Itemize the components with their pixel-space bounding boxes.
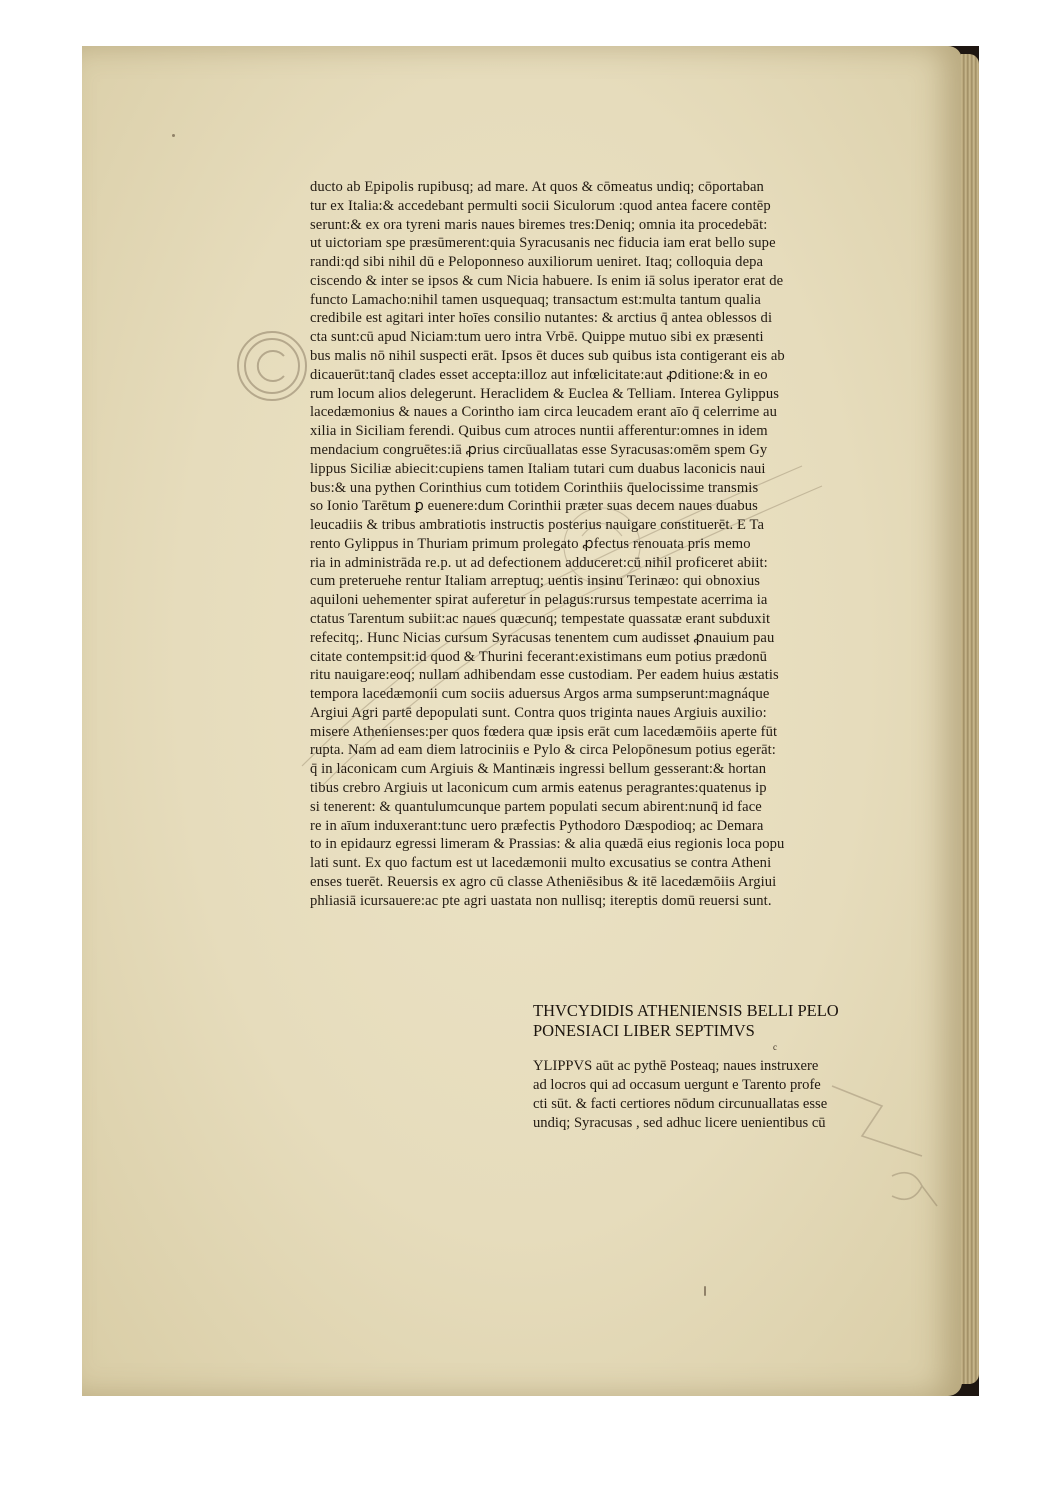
text-line: Argiui Agri partē depopulati sunt. Contra quos triginta naues Argiuis auxilio:	[310, 704, 767, 721]
text-line: tibus crebro Argiuis ut laconicum cum armis eatenus peragrantes:quatenus ip	[310, 780, 767, 796]
paper-speck	[704, 1286, 706, 1296]
paper-speck	[172, 134, 175, 137]
main-text-block	[310, 178, 950, 910]
text-line: ritu nauigare:eoq; nullam adhibendam esse custodiam. Per eadem huius æstatis	[310, 667, 779, 684]
text-line: credibile est agitari inter hoīes consilio nutantes: & arctius q̄ antea oblessos di	[310, 310, 773, 327]
chapter-line: undiq; Syracusas , sed adhuc licere uenientibus cū	[533, 1115, 826, 1131]
text-line: lati sunt. Ex quo factum est ut lacedæmonii multo excusatius se contra Atheni	[310, 855, 772, 872]
chapter-opening	[533, 1057, 953, 1133]
text-line: ducto ab Epipolis rupibusq; ad mare. At quos & cōmeatus undiq; cōportaban	[310, 179, 764, 195]
book-heading	[533, 1001, 953, 1041]
text-line: bus malis nō nihil suspecti erāt. Ipsos ēt duces sub quibus ista contigerant eis ab	[310, 348, 785, 365]
text-line: rupta. Nam ad eam diem latrociniis e Pylo & circa Pelopōnesum potius egerāt:	[310, 742, 776, 759]
text-line: so Ionio Tarētum ꝑ euenere:dum Corinthii præter suas decem naues duabus	[310, 498, 758, 515]
text-line: serunt:& ex ora tyreni maris naues biremes tres:Deniq; omnia ita procedebāt:	[310, 216, 768, 233]
text-line: mendacium congruētes:iā ꝓrius circūuallatas esse Syracusas:omēm spem Gy	[310, 441, 768, 458]
text-line: refecitq;. Hunc Nicias cursum Syracusas tenentem cum audisset ꝓnauium pau	[310, 629, 775, 646]
text-line: tur ex Italia:& accedebant permulti socii Siculorum :quod antea facere contēp	[310, 197, 771, 214]
text-line: rum locum alios delegerunt. Heraclidem & Euclea & Telliam. Interea Gylippus	[310, 385, 780, 402]
heading-line: PONESIACI LIBER SEPTIMVS	[533, 1021, 755, 1040]
text-line: ria in administrāda re.p. ut ad defectionem adduceret:cū nihil proficeret abiit:	[310, 554, 768, 571]
text-line: ctatus Tarentum subiit:ac naues quæcunq; tempestate quassatæ erant subduxit	[310, 610, 771, 627]
heading-line: THVCYDIDIS ATHENIENSIS BELLI PELO	[533, 1001, 839, 1020]
text-line: lacedæmonius & naues a Corintho iam circa leucadem erant aīo q̄ celerrime au	[310, 404, 778, 421]
text-line: q̄ in laconicam cum Argiuis & Mantinæis ingressi bellum gesserant:& hortan	[310, 761, 767, 778]
text-line: ciscendo & inter se ipsos & cum Nicia habuere. Is enim iā solus iperator erat de	[310, 272, 784, 289]
text-line: phliasiā icursauere:ac pte agri uastata non nullisq; itereptis domū reuersi sunt.	[310, 892, 772, 909]
text-line: dicauerūt:tanq̄ clades esset accepta:illoz aut infœlicitate:aut ꝓditione:& in eo	[310, 366, 768, 383]
text-line: leucadiis & tribus ambratiotis instructis posterius nauigare constituerēt. E Ta	[310, 517, 765, 534]
page-scan	[82, 46, 979, 1396]
text-line: re in aīum induxerant:tunc uero præfectis Pythodoro Dæspodioq; ac Demara	[310, 817, 764, 834]
book-page	[82, 46, 962, 1396]
text-line: xilia in Siciliam ferendi. Quibus cum atroces nuntii afferentur:omnes in idem	[310, 423, 768, 440]
chapter-line: YLIPPVS aūt ac pythē Posteaq; naues instruxere	[533, 1058, 819, 1074]
text-line: lippus Siciliæ abiecit:cupiens tamen Italiam tutari cum duabus laconicis naui	[310, 460, 766, 477]
text-line: aquiloni uehementer spirat auferetur in pelagus:rursus tempestate acerrima ia	[310, 592, 768, 609]
text-line: functo Lamacho:nihil tamen usquequaq; transactum est:multa tantum qualia	[310, 291, 761, 308]
text-line: rento Gylippus in Thuriam primum prolegato ꝓfectus renouata pris memo	[310, 535, 751, 552]
text-line: si tenerent: & quantulumcunque partem populati secum abirent:nunq̄ id face	[310, 798, 762, 815]
text-line: enses tuerēt. Reuersis ex agro cū classe Atheniēsibus & itē lacedæmōiis Argiui	[310, 873, 777, 890]
text-line: misere Athenienses:per quos fœdera quæ ipsis erāt cum lacedæmōiis aperte fūt	[310, 723, 778, 740]
chapter-line: cti sūt. & facti certiores nōdum circunuallatas esse	[533, 1096, 828, 1112]
page-edges	[961, 54, 979, 1384]
chapter-line: ad locros qui ad occasum uergunt e Tarento profe	[533, 1077, 821, 1093]
copyright-stamp-icon	[232, 326, 312, 406]
text-line: ut uictoriam spe præsūmerent:quia Syracusanis nec fiducia iam erat bello supe	[310, 235, 776, 252]
text-line: bus:& una pythen Corinthius cum totidem Corinthiis q̄uelocissime transmis	[310, 479, 759, 496]
text-line: tempora lacedæmonii cum sociis aduersus Argos arma sumpserunt:magnáque	[310, 686, 770, 703]
text-line: cum preteruehe rentur Italiam arreptuq; uentis insinu Terinæo: qui obnoxius	[310, 573, 760, 590]
folio-mark: c	[773, 1042, 777, 1052]
text-line: to in epidaurz egressi limeram & Prassias: & alia quædā eius regionis loca popu	[310, 836, 785, 853]
text-line: cta sunt:cū apud Niciam:tum uero intra Vrbē. Quippe mutuo sibi ex præsenti	[310, 329, 764, 346]
text-line: randi:qd sibi nihil dū e Peloponneso auxiliorum ueniret. Itaq; colloquia depa	[310, 254, 764, 271]
text-line: citate contempsit:id quod & Thurini fecerant:existimans eum potius prædonū	[310, 648, 768, 665]
